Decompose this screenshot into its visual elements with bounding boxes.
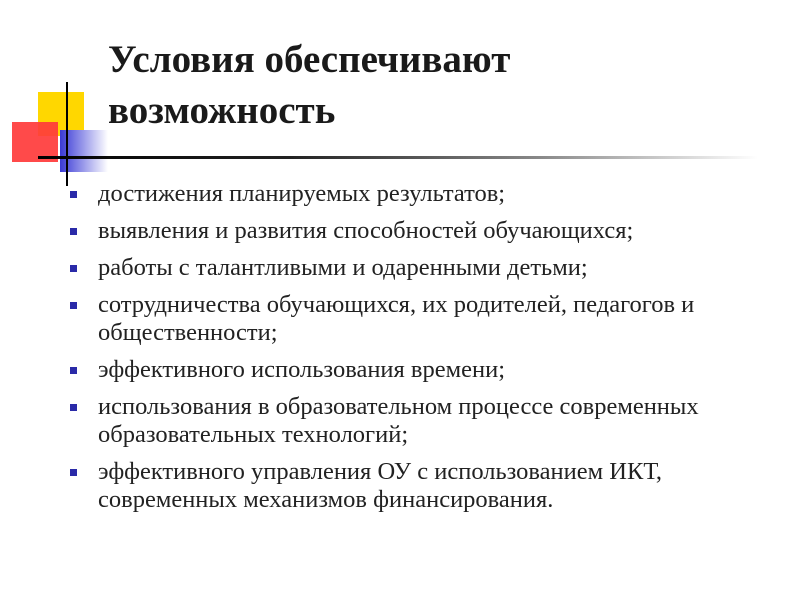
conditions-list: [58, 180, 778, 523]
square-bullet-icon: [70, 404, 77, 411]
vertical-rule: [66, 82, 68, 186]
square-bullet-icon: [70, 228, 77, 235]
list-item: [58, 458, 778, 514]
square-bullet-icon: [70, 302, 77, 309]
list-item: [58, 254, 778, 282]
title-underline: [38, 156, 758, 159]
list-item-text: достижения планируемых результатов;: [98, 180, 506, 207]
slide-title-line-2: возможность: [108, 89, 336, 132]
list-item-text: эффективного использования времени;: [98, 356, 506, 383]
list-item: [58, 393, 778, 449]
square-bullet-icon: [70, 469, 77, 476]
square-bullet-icon: [70, 191, 77, 198]
slide-title: [108, 34, 768, 136]
list-item: [58, 217, 778, 245]
list-item-text: работы с талантливыми и одаренными детьми;: [98, 254, 588, 281]
list-item: [58, 291, 778, 347]
square-bullet-icon: [70, 265, 77, 272]
list-item-text: сотрудничества обучающихся, их родителей, педагогов и общественности;: [98, 291, 695, 346]
list-item-text: эффективного управления ОУ с использованием ИКТ, современных механизмов финансирования.: [98, 458, 662, 513]
list-item-text: выявления и развития способностей обучающихся;: [98, 217, 634, 244]
list-item: [58, 356, 778, 384]
list-item-text: использования в образовательном процессе современных образовательных технологий;: [98, 393, 699, 448]
slide-title-line-1: Условия обеспечивают: [108, 38, 511, 81]
list-item: [58, 180, 778, 208]
square-bullet-icon: [70, 367, 77, 374]
